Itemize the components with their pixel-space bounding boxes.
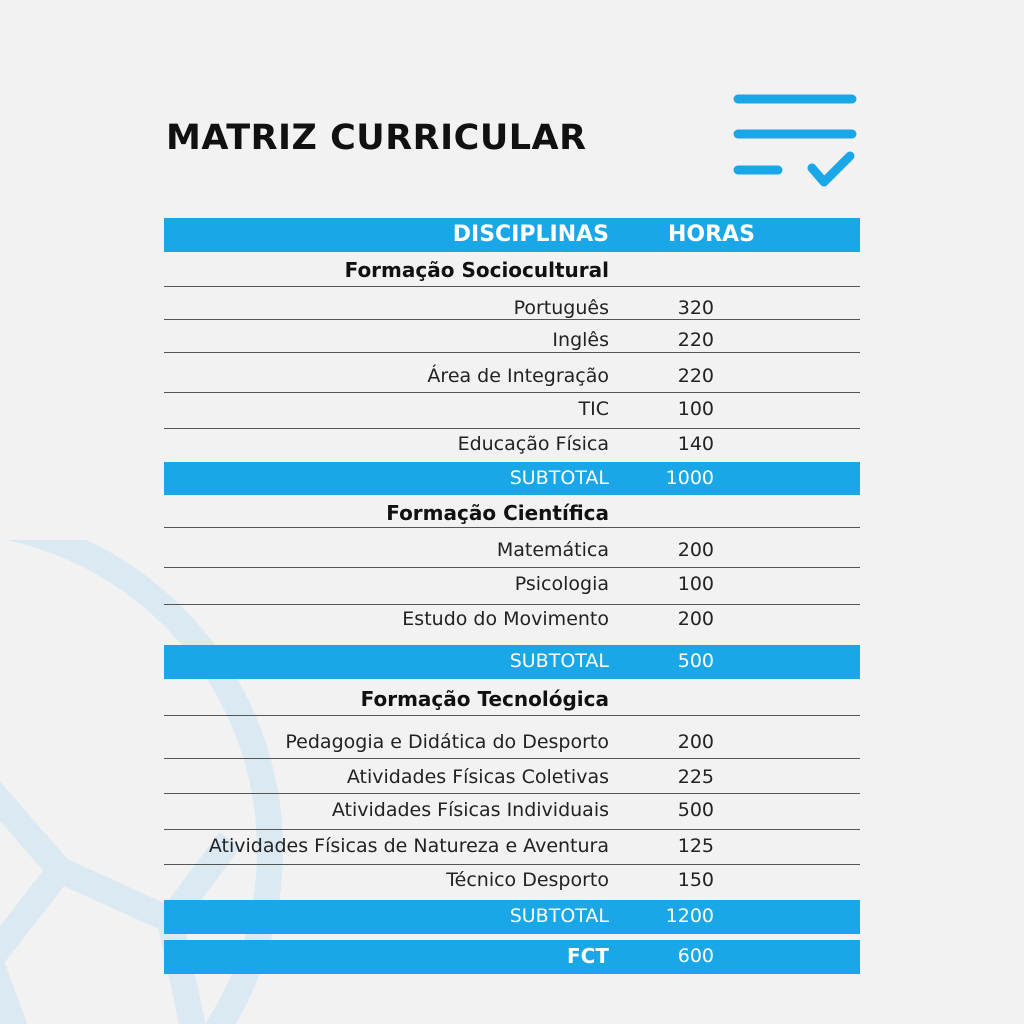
- table-row: [164, 759, 860, 794]
- section-title: Formação Sociocultural: [344, 258, 609, 282]
- discipline-hours: 200: [677, 731, 714, 753]
- subtotal-hours: 1200: [665, 905, 714, 927]
- table-row: [164, 830, 860, 865]
- discipline-name: Inglês: [552, 329, 609, 351]
- subtotal-row: [164, 462, 860, 495]
- discipline-name: Atividades Físicas Coletivas: [346, 766, 609, 788]
- discipline-hours: 100: [677, 398, 714, 420]
- subtotal-label: SUBTOTAL: [509, 467, 609, 489]
- subtotal-label: SUBTOTAL: [509, 650, 609, 672]
- fct-hours: 600: [677, 945, 714, 967]
- discipline-hours: 500: [677, 799, 714, 821]
- discipline-name: Técnico Desporto: [446, 869, 609, 891]
- discipline-hours: 125: [677, 835, 714, 857]
- discipline-name: Área de Integração: [427, 365, 609, 387]
- section-title: Formação Científica: [386, 501, 609, 525]
- discipline-hours: 225: [677, 766, 714, 788]
- table-header: [164, 218, 860, 252]
- section-heading: [164, 679, 860, 716]
- col-discipline-header: DISCIPLINAS: [452, 222, 609, 247]
- subtotal-row: [164, 645, 860, 679]
- checklist-icon: [728, 90, 862, 190]
- subtotal-hours: 1000: [665, 467, 714, 489]
- discipline-hours: 220: [677, 365, 714, 387]
- section-heading: [164, 252, 860, 287]
- subtotal-row: [164, 900, 860, 934]
- section-heading: [164, 495, 860, 528]
- curriculum-table: [164, 218, 860, 974]
- discipline-name: Português: [513, 297, 609, 319]
- table-row: [164, 568, 860, 605]
- discipline-hours: 140: [677, 433, 714, 455]
- table-row: [164, 605, 860, 639]
- page-title: MATRIZ CURRICULAR: [166, 118, 587, 158]
- table-row: [164, 287, 860, 320]
- discipline-name: Estudo do Movimento: [402, 608, 609, 630]
- table-row: [164, 865, 860, 900]
- discipline-hours: 200: [677, 608, 714, 630]
- discipline-name: Educação Física: [457, 433, 609, 455]
- col-hours-header: HORAS: [668, 222, 755, 247]
- subtotal-label: SUBTOTAL: [509, 905, 609, 927]
- table-row: [164, 393, 860, 429]
- fct-row: [164, 940, 860, 974]
- discipline-name: Psicologia: [514, 573, 609, 595]
- discipline-hours: 220: [677, 329, 714, 351]
- fct-label: FCT: [567, 944, 609, 968]
- table-row: [164, 320, 860, 353]
- discipline-name: Matemática: [496, 539, 609, 561]
- discipline-hours: 100: [677, 573, 714, 595]
- discipline-name: Atividades Físicas Individuais: [331, 799, 609, 821]
- table-row: [164, 528, 860, 568]
- discipline-name: TIC: [578, 398, 609, 420]
- table-row: [164, 429, 860, 462]
- discipline-hours: 200: [677, 539, 714, 561]
- discipline-hours: 150: [677, 869, 714, 891]
- discipline-hours: 320: [677, 297, 714, 319]
- table-row: [164, 794, 860, 830]
- subtotal-hours: 500: [677, 650, 714, 672]
- discipline-name: Pedagogia e Didática do Desporto: [285, 731, 609, 753]
- section-title: Formação Tecnológica: [360, 687, 609, 711]
- table-row: [164, 353, 860, 393]
- discipline-name: Atividades Físicas de Natureza e Aventura: [208, 835, 609, 857]
- table-row: [164, 716, 860, 759]
